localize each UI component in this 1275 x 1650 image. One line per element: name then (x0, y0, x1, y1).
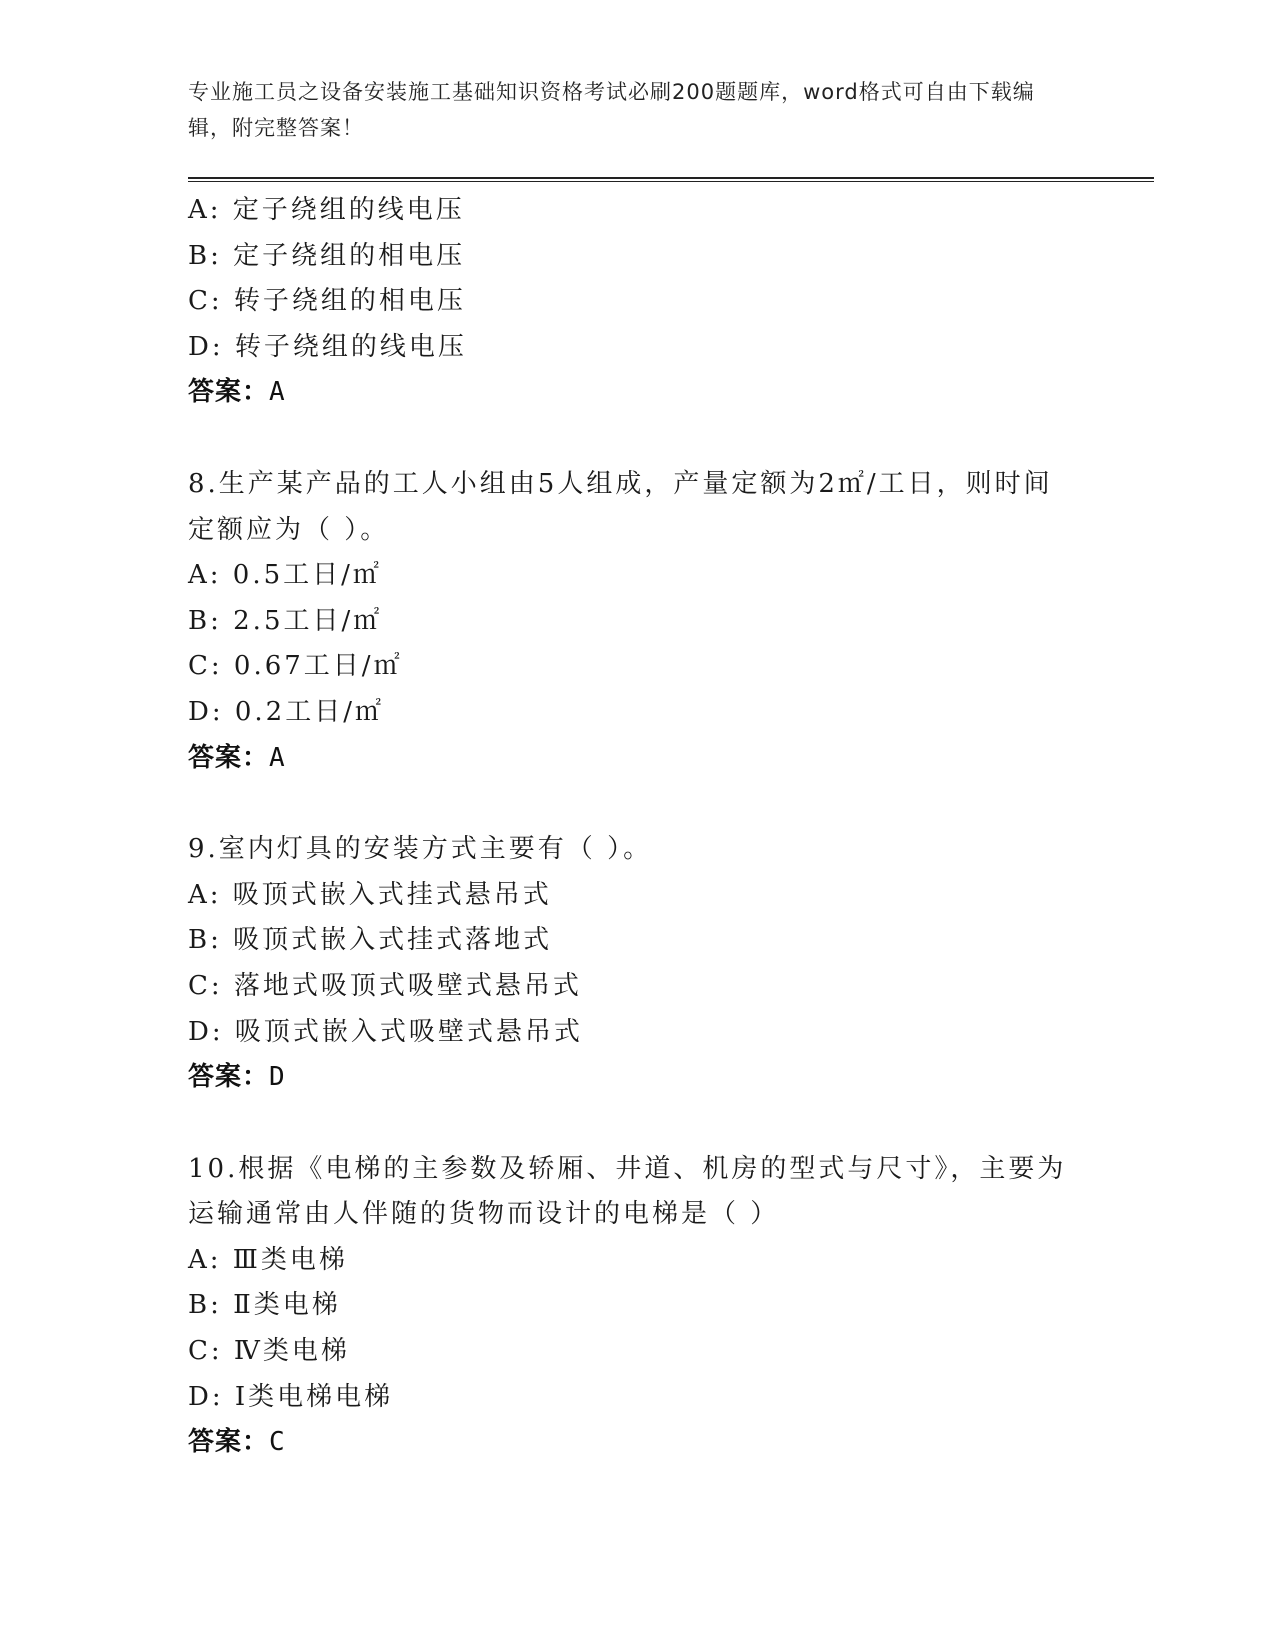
option-d: D: Ⅰ类电梯电梯 (188, 1381, 394, 1412)
option-a: A: 0.5工日/㎡ (188, 560, 382, 591)
option-c: C: 转子绕组的相电压 (188, 286, 466, 317)
option-b: B: 吸顶式嵌入式挂式落地式 (188, 925, 553, 956)
question-7-block (188, 188, 1088, 416)
option-c: C: Ⅳ类电梯 (188, 1336, 350, 1367)
question-10-block (188, 1147, 1088, 1466)
option-b: B: 2.5工日/㎡ (188, 605, 383, 636)
option-b: B: 定子绕组的相电压 (188, 240, 466, 271)
answer-line (188, 1055, 1088, 1101)
answer-label: 答案： (188, 1427, 270, 1458)
option-d: D: 吸顶式嵌入式吸壁式悬吊式 (188, 1016, 583, 1047)
option-a: A: Ⅲ类电梯 (188, 1244, 348, 1275)
answer-value: C (269, 1427, 286, 1458)
option-a: A: 吸顶式嵌入式挂式悬吊式 (188, 879, 552, 910)
question-text: 9.室内灯具的安装方式主要有（ ）。 (188, 834, 653, 865)
answer-value: A (269, 377, 286, 408)
document-header: 专业施工员之设备安装施工基础知识资格考试必刷200题题库，word格式可自由下载编辑，附完整答案！ (188, 80, 1035, 140)
answer-label: 答案： (188, 742, 270, 773)
option-d: D: 0.2工日/㎡ (188, 696, 384, 727)
option-c: C: 落地式吸顶式吸壁式悬吊式 (188, 970, 582, 1001)
option-d: D: 转子绕组的线电压 (188, 331, 467, 362)
answer-line (188, 370, 1088, 416)
option-b: B: Ⅱ类电梯 (188, 1290, 341, 1321)
answer-label: 答案： (188, 1062, 270, 1093)
question-9-block (188, 827, 1088, 1101)
question-text: 10.根据《电梯的主参数及轿厢、井道、机房的型式与尺寸》，主要为运输通常由人伴随的货物而设计的电梯是（ ） (188, 1153, 1067, 1230)
answer-label: 答案： (188, 377, 270, 408)
option-a: A: 定子绕组的线电压 (188, 195, 465, 225)
document-content (188, 188, 1088, 1466)
question-8-block (188, 462, 1088, 781)
header-divider (188, 177, 1154, 182)
question-text: 8.生产某产品的工人小组由5人组成，产量定额为2㎡/工日，则时间定额应为（ ）。 (188, 468, 1053, 545)
answer-value: D (269, 1062, 286, 1093)
option-c: C: 0.67工日/㎡ (188, 651, 403, 682)
answer-line (188, 736, 1088, 782)
answer-value: A (269, 742, 286, 773)
answer-line (188, 1420, 1088, 1466)
